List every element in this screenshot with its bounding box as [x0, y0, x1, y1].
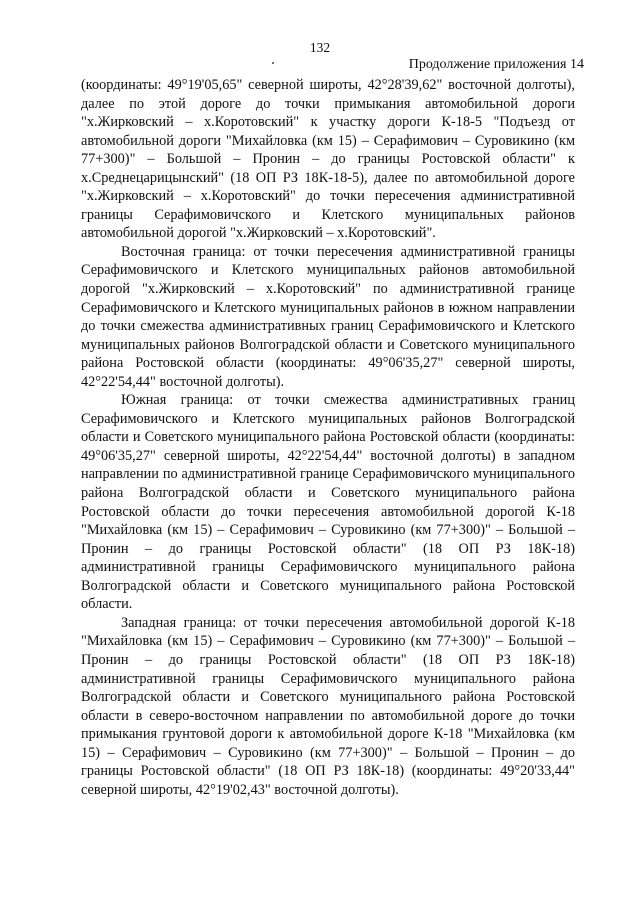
document-body [81, 76, 575, 799]
paragraph-southern-boundary: Южная граница: от точки смежества административных границ Серафимовичского и Клетского муниципальных районов Волгоградской области и Советского муниципального района Ростовской области (координаты: 49°06'35,27" северной широты, 42°22'54,44" восточной долготы) в западном направлении по административной границе Серафимовичского муниципального района Волгоградской области и Советского муниципального района Ростовской области до точки пересечения автомобильной дорогой К-18 "Михайловка (км 15) – Серафимович – Суровикино (км 77+300)" – Большой – Пронин – до границы Ростовской области" (18 ОП РЗ 18К-18) административной границы Серафимовичского муниципального района Волгоградской области и Советского муниципального района Ростовской области. [81, 392, 575, 613]
paragraph-northern-boundary-continuation: (координаты: 49°19'05,65" северной широты, 42°28'39,62" восточной долготы), далее по этой дороге до точки примыкания автомобильной дороги "х.Жирковский – х.Коротовский" к участку дороги К-18-5 "Подъезд от автомобильной дороги "Михайловка (км 15) – Серафимович – Суровикино (км 77+300)" – Большой – Пронин – до границы Ростовской области" к х.Среднецарицынский" (18 ОП РЗ 18К-18-5), далее по автомобильной дороге "х.Жирковский – х.Коротовский" до точки пересечения административной границы Серафимовичского и Клетского муниципальных районов автомобильной дорогой "х.Жирковский – х.Коротовский". [81, 77, 575, 242]
paragraph-western-boundary: Западная граница: от точки пересечения автомобильной дорогой К-18 "Михайловка (км 15) – Серафимович – Суровикино (км 77+300)" – Большой – Пронин – до границы Ростовской области" (18 ОП РЗ 18К-18) административной границы Серафимовичского муниципального района Волгоградской области и Советского муниципального района Ростовской области в северо-восточном направлении по автомобильной дороге до точки примыкания грунтовой дороги к автомобильной дороге К-18 "Михайловка (км 15) – Серафимович – Суровикино (км 77+300)" – Большой – Пронин – до границы Ростовской области" (18 ОП РЗ 18К-18) (координаты: 49°20'33,44" северной широты, 42°19'02,43" восточной долготы). [81, 614, 575, 798]
scan-dot [272, 62, 274, 64]
appendix-continuation-note: Продолжение приложения 14 [408, 57, 584, 72]
page-number: 132 [309, 40, 331, 55]
paragraph-eastern-boundary: Восточная граница: от точки пересечения административной границы Серафимовичского и Клетского муниципальных районов автомобильной дорогой "х.Жирковский – х.Коротовский" по административной границе Серафимовичского и Клетского муниципальных районов в южном направлении до точки смежества административных границ Серафимовичского и Клетского муниципальных районов Волгоградской области и Советского муниципального района Ростовской области (координаты: 49°06'35,27" северной широты, 42°22'54,44" восточной долготы). [81, 243, 575, 390]
